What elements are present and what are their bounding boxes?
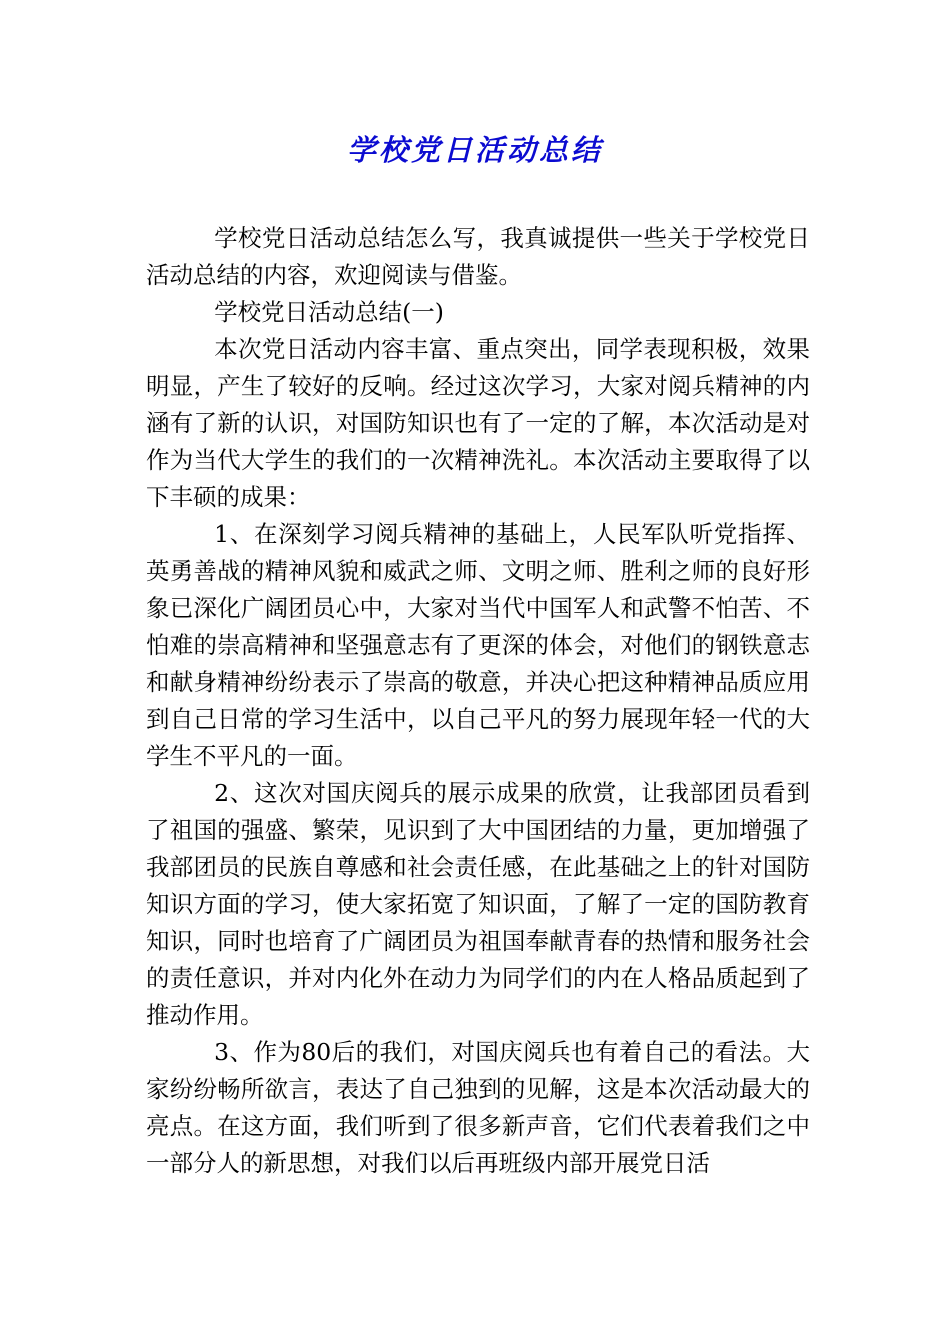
paragraph-point-2: 2、这次对国庆阅兵的展示成果的欣赏，让我部团员看到了祖国的强盛、繁荣，见识到了大中国团结的力量，更加增强了我部团员的民族自尊感和社会责任感，在此基础之上的针对国防知识方面的学习，使大家拓宽了知识面，了解了一定的国防教育知识，同时也培育了广阔团员为祖国奉献青春的热情和服务社会的责任意识，并对内化外在动力为同学们的内在人格品质起到了推动作用。	[146, 779, 810, 1029]
paragraph-summary: 本次党日活动内容丰富、重点突出，同学表现积极，效果明显，产生了较好的反响。经过这次学习，大家对阅兵精神的内涵有了新的认识，对国防知识也有了一定的了解，本次活动是对作为当代大学生的我们的一次精神洗礼。本次活动主要取得了以下丰硕的成果：	[146, 335, 810, 511]
section-heading: 学校党日活动总结(一)	[214, 298, 444, 326]
paragraph-point-1: 1、在深刻学习阅兵精神的基础上，人民军队听党指挥、英勇善战的精神风貌和威武之师、文明之师、胜利之师的良好形象已深化广阔团员心中，大家对当代中国军人和武警不怕苦、不怕难的崇高精神和坚强意志有了更深的体会，对他们的钢铁意志和献身精神纷纷表示了崇高的敬意，并决心把这种精神品质应用到自己日常的学习生活中，以自己平凡的努力展现年轻一代的大学生不平凡的一面。	[146, 520, 810, 770]
document-title: 学校党日活动总结	[346, 133, 603, 167]
document-body	[146, 220, 810, 1182]
paragraph-point-3: 3、作为80后的我们，对国庆阅兵也有着自己的看法。大家纷纷畅所欲言，表达了自己独到的见解，这是本次活动最大的亮点。在这方面，我们听到了很多新声音，它们代表着我们之中一部分人的新思想，对我们以后再班级内部开展党日活	[146, 1038, 810, 1177]
paragraph-intro: 学校党日活动总结怎么写，我真诚提供一些关于学校党日活动总结的内容，欢迎阅读与借鉴。	[146, 224, 810, 289]
